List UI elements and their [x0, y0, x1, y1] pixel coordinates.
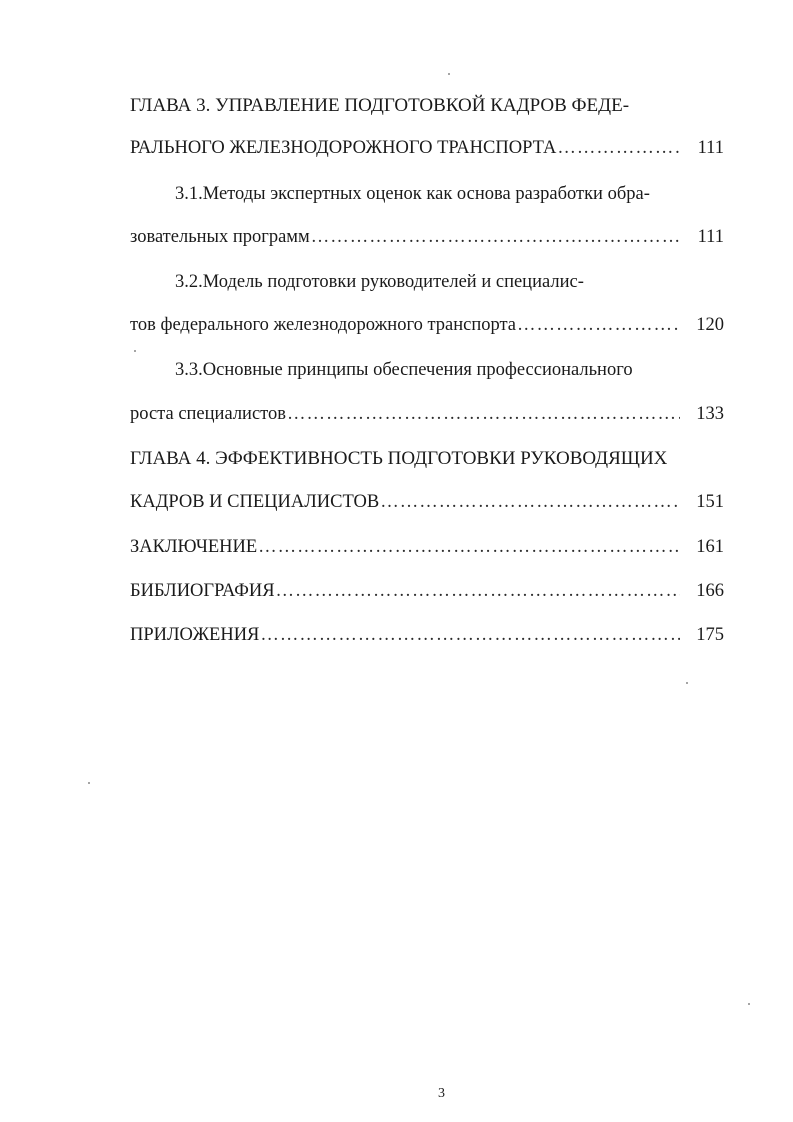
- toc-entry-chapter-4: [130, 490, 724, 514]
- toc-page-number: 151: [696, 492, 724, 512]
- toc-section-3-1-line-2: зовательных программ: [130, 227, 310, 247]
- dot-leader: [258, 535, 680, 559]
- dot-leader: [276, 579, 680, 603]
- dot-leader: [311, 225, 680, 249]
- toc-entry-appendices: [130, 623, 724, 647]
- toc-section-3-2-line-2: тов федерального железнодорожного транспорта: [130, 315, 517, 335]
- toc-section-3-3-line-1: 3.3.Основные принципы обеспечения профессионального: [175, 360, 633, 380]
- scan-speck: [686, 682, 688, 684]
- toc-section-3-3-line-2: роста специалистов: [130, 404, 286, 424]
- toc-page-number: 111: [697, 227, 724, 247]
- toc-conclusion-label: ЗАКЛЮЧЕНИЕ: [130, 537, 258, 557]
- toc-entry-chapter-3: [130, 136, 724, 160]
- toc-section-3-2-line-1: 3.2.Модель подготовки руководителей и специалис-: [175, 272, 584, 292]
- scan-speck: [748, 1003, 750, 1005]
- dot-leader: [380, 490, 680, 514]
- page-number: 3: [438, 1086, 445, 1101]
- toc-page-number: 133: [696, 404, 724, 424]
- toc-page-number: 175: [696, 625, 724, 645]
- toc-entry-section-3-3: [130, 402, 724, 426]
- toc-entry-section-3-1: [130, 225, 724, 249]
- toc-page-number: 161: [696, 537, 724, 557]
- toc-page-number: 111: [697, 138, 724, 158]
- scan-speck: [134, 350, 136, 352]
- dot-leader: [557, 136, 680, 160]
- toc-chapter-4-title-line-2: КАДРОВ И СПЕЦИАЛИСТОВ: [130, 492, 380, 512]
- toc-page-number: 120: [696, 315, 724, 335]
- toc-page-number: 166: [696, 581, 724, 601]
- dot-leader: [287, 402, 680, 426]
- toc-entry-conclusion: [130, 535, 724, 559]
- toc-section-3-1-line-1: 3.1.Методы экспертных оценок как основа разработки обра-: [175, 184, 650, 204]
- toc-chapter-3-title-line-1: ГЛАВА 3. УПРАВЛЕНИЕ ПОДГОТОВКОЙ КАДРОВ ФЕДЕ-: [130, 95, 630, 116]
- toc-entry-bibliography: [130, 579, 724, 603]
- toc-chapter-4-title-line-1: ГЛАВА 4. ЭФФЕКТИВНОСТЬ ПОДГОТОВКИ РУКОВОДЯЩИХ: [130, 448, 668, 469]
- toc-chapter-3-title-line-2: РАЛЬНОГО ЖЕЛЕЗНОДОРОЖНОГО ТРАНСПОРТА: [130, 138, 557, 158]
- toc-entry-section-3-2: [130, 313, 724, 337]
- dot-leader: [260, 623, 680, 647]
- dot-leader: [517, 313, 680, 337]
- toc-bibliography-label: БИБЛИОГРАФИЯ: [130, 581, 275, 601]
- scan-speck: [448, 73, 450, 75]
- scan-speck: [88, 782, 90, 784]
- toc-appendices-label: ПРИЛОЖЕНИЯ: [130, 625, 260, 645]
